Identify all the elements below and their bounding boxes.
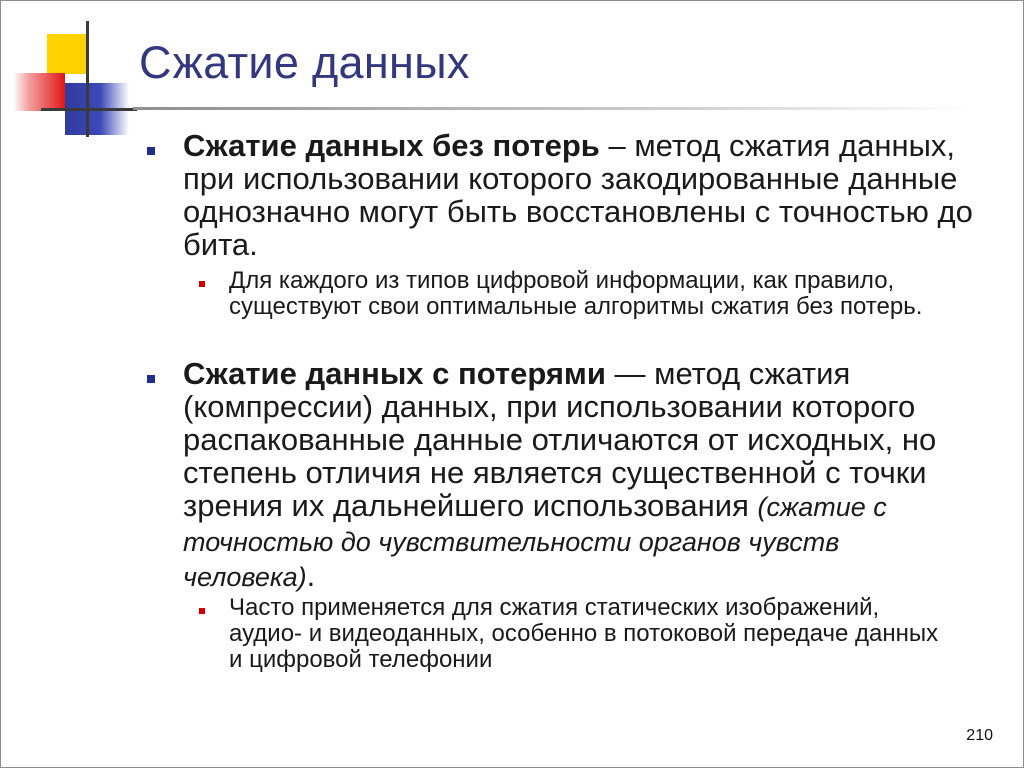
slide-logo-decoration — [1, 1, 141, 141]
page-number: 210 — [966, 727, 993, 744]
bullet-square — [147, 375, 155, 383]
sub-item-lossless: Для каждого из типов цифровой информации, как правило, существуют свои оптимальные алгоритмы сжатия без потерь. — [229, 267, 923, 320]
vertical-rule — [86, 21, 89, 137]
yellow-square — [47, 34, 87, 74]
tail-lossy: . — [306, 558, 316, 593]
title-underline — [133, 107, 973, 110]
bullet-item-lossless — [183, 129, 973, 261]
bullet-square — [147, 147, 155, 155]
sub-bullet-square — [199, 281, 205, 287]
term-lossless: Сжатие данных без потерь — [183, 128, 600, 163]
slide-title: Сжатие данных — [139, 37, 470, 88]
bullet-item-lossy — [183, 357, 973, 594]
note-lossy: (сжатие с точностью до чувствительности органов чувств человека) — [183, 492, 887, 592]
sub-item-lossy: Часто применяется для сжатия статических изображений, аудио- и видеоданных, особенно в потоковой передаче данных и цифровой телефонии — [229, 594, 939, 673]
term-lossy: Сжатие данных с потерями — [183, 356, 606, 391]
red-square — [13, 73, 65, 111]
horizontal-rule — [41, 108, 137, 111]
definition-lossless: – метод сжатия данных, при использовании которого закодированные данные однозначно могут быть восстановлены с точностью до бита. — [183, 128, 973, 262]
sub-bullet-square — [199, 608, 205, 614]
definition-lossy: — метод сжатия (компрессии) данных, при использовании которого распакованные данные отличаются от исходных, но степень отличия не является существенной с точки зрения их дальнейшего использования — [183, 356, 937, 523]
